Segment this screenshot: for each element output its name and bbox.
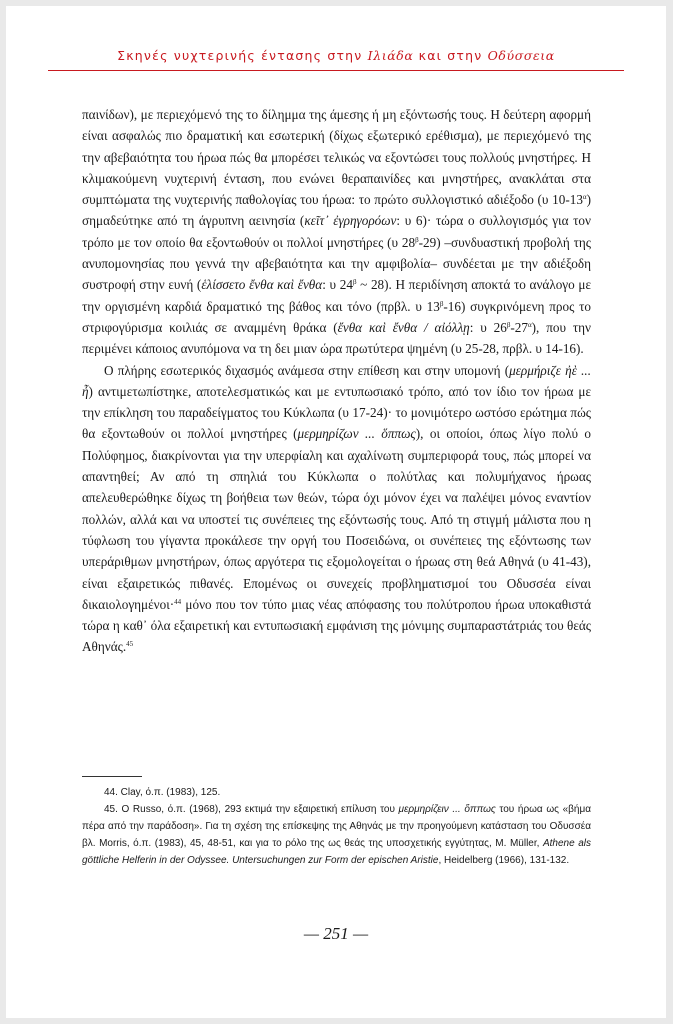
footnote-rule xyxy=(82,776,142,777)
header-prefix: Σκηνές νυχτερινής έντασης στην xyxy=(117,48,368,63)
header-rule xyxy=(48,70,624,71)
footnotes xyxy=(82,784,591,869)
header-mid: και στην xyxy=(413,48,488,63)
footnote: 44. Clay, ό.π. (1983), 125. xyxy=(104,787,221,798)
body-text xyxy=(82,104,591,658)
footnote: 45. Ο Russo, ό.π. (1968), 293 εκτιμά την εξαιρετική επίλυση του μερμηρίζειν ... ὅππως του ήρωα ως «βήμα πέρα από την παράδοση». Για τη σχέση της επίσκεψης της Αθηνάς με την προηγούμενη κατάσταση του Οδυσσέα βλ. Morris, ό.π. (1983), 45, 48-51, και για το ρόλο της ως θεάς της υποσχετικής εγγύτητας, M. Müller, Athene als göttliche Helferin in der Odyssee. Untersuchungen zur Form der epischen Aristie, Heidelberg (1966), 131-132. xyxy=(82,804,591,866)
page-number: — 251 — xyxy=(303,924,369,943)
running-header xyxy=(56,48,616,64)
header-odyssey: Οδύσσεια xyxy=(487,48,555,63)
body-paragraph: παινίδων), με περιεχόμενό της το δίλημμα της άμεσης ή μη εξόντωσής τους. Η δεύτερη αφορμή είναι ασφαλώς πιο δραματική και εσωτερική (δίχως εξωτερικό ερέθισμα), με περιεχόμενό της την αβεβαιότητα του ήρωα πώς θα μπορέσει τελικώς να εξοντώσει τους πολλούς μνηστήρες. Η κλιμακούμενη νυχτερινή ένταση, που ενώνει θεραπαινίδες και μνηστήρες, ανακλάται στα συμπτώματα της νυχτερινής παθολογίας του ήρωα: το πρώτο συλλογιστικό αδιέξοδο (υ $10-13^\alpha$) σημαδεύτηκε από τη άγρυπνη αεινησία (κεῖτ᾽ ἐγρηγορόων: υ 6)· τώρα ο συλλογισμός για τον τρόπο με τον οποίο θα εξοντωθούν οι πολλοί μνηστήρες (υ $28^\beta-29$) –συνδυαστική προβολή της ανυπομονησίας που γεννά την αβεβαιότητα και την αμφιβολία– συνδέεται με την αδιέξοδη συστροφή στην ευνή (ἑλίσσετο ἔνθα καὶ ἔνθα: υ $24^\beta$ ~ 28). Η περιδίνηση αποκτά το ανάλογο με την οργισμένη καρδιά δραματικό της βάθος και τόνο (πρβλ. υ $13^\beta-16$) συγκρινόμενη προς το στριφογύρισμα κοιλιάς σε αναμμένη θράκα (ἔνθα καὶ ἔνθα / αἰόλλῃ: υ $26^\beta-27^\alpha$), που την περιμένει κάποιος ανυπόμονα να τη δει μιαν ώρα πρωτύτερα ψημένη (υ 25-28, πρβλ. υ 14-16). xyxy=(82,107,592,357)
body-paragraph: Ο πλήρης εσωτερικός διχασμός ανάμεσα στην επίθεση και στην υπομονή (μερμήριζε ἠὲ ... ἦ) αντιμετωπίστηκε, αποτελεσματικώς και με εντυπωσιακό τρόπο, από τον ίδιο τον ήρωα με την επίκληση του παραδείγματος του Κύκλωπα (υ 17-24)· το μονιμότερο ωστόσο ερώτημα πώς θα εξοντωθούν οι πολλοί μνηστήρες (μερμηρίζων ... ὅππως), οι οποίοι, όπως λίγο πολύ ο Πολύφημος, διακρίνονται για την υπερφίαλη και αχαλίνωτη συμπεριφορά τους, πώς μπορεί να απαντηθεί; Αν από τη σπηλιά του Κύκλωπα ο πολύτλας και πολυμήχανος ήρωας απελευθερώθηκε δίχως τη βοήθεια των θεών, τώρα όχι μόνον έχει να παλέψει μόνος εναντίον πολλών, αλλά και να υποστεί τις συνέπειες της εξόντωσής τους. Από τη στιγμή μάλιστα που η τύφλωση του γίγαντα προκάλεσε την οργή του Ποσειδώνα, οι συνέπειες της εξόντωσης των υπεράριθμων μνηστήρων, όπως αργότερα τις εξομολογείται ο ήρωας στη θεά Αθηνά (υ 41-43), είναι εξαιρετικώς πιθανές. Επομένως οι συνεχείς προβληματισμοί του Οδυσσέα είναι δικαιολογημένοι·$^{44}$ μόνο που τον τύπο μιας νέας απόφασης του πολύτροπου ήρωα υποκαθιστά τώρα η καθ᾽ όλα εξαιρετική και εντυπωσιακή εμφάνιση της μόνιμης συμπαραστάτριάς του θεάς Αθηνάς.$^{45}$ xyxy=(82,362,592,655)
book-page xyxy=(6,6,666,1018)
header-iliad: Ιλιάδα xyxy=(367,48,414,63)
